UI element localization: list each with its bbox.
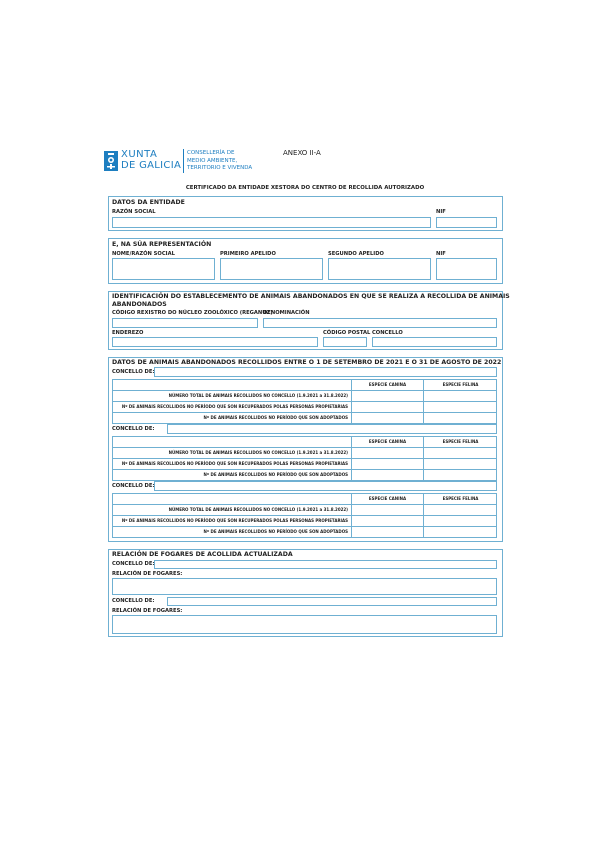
animals-concello-field-1[interactable]	[154, 367, 497, 377]
table-3-row-recovered: Nº DE ANIMAIS RECOLLIDOS NO PERÍODO QUE SON RECUPERADOS POLAS PERSONAS PROPIETARIAS	[121, 518, 348, 523]
rep-name-label: NOME/RAZÓN SOCIAL	[112, 251, 175, 257]
table-1-row-recovered: Nº DE ANIMAIS RECOLLIDOS NO PERÍODO QUE SON RECUPERADOS POLAS PERSONAS PROPIETARIAS	[121, 404, 348, 409]
dept-line3: TERRITORIO E VIVENDA	[187, 165, 253, 171]
reganuz-code-field[interactable]	[112, 318, 258, 328]
table-2-row-recovered: Nº DE ANIMAIS RECOLLIDOS NO PERÍODO QUE SON RECUPERADOS POLAS PERSONAS PROPIETARIAS	[121, 461, 348, 466]
logo-line1: XUNTA	[121, 149, 158, 160]
address-field[interactable]	[112, 337, 318, 347]
table-3-divider-h1	[112, 504, 497, 505]
homes-relation-field-1[interactable]	[112, 578, 497, 595]
table-1-divider-h2	[112, 401, 497, 402]
rep-name-field[interactable]	[112, 258, 215, 280]
animals-concello-label-2: CONCELLO DE:	[112, 426, 155, 432]
rep-first-surname-field[interactable]	[220, 258, 323, 280]
razon-social-label: RAZÓN SOCIAL	[112, 209, 156, 215]
homes-relation-label-1: RELACIÓN DE FOGARES:	[112, 571, 183, 577]
representation-heading: E, NA SÚA REPRESENTACIÓN	[112, 241, 212, 248]
homes-concello-field-2[interactable]	[167, 597, 497, 606]
table-2-row-total: NÚMERO TOTAL DE ANIMAIS RECOLLIDOS NO CONCELLO (1.9.2021 a 31.8.2022)	[168, 450, 348, 455]
reganuz-code-label: CÓDIGO REXISTRO DO NÚCLEO ZOOLÓXICO (REGANUZ)	[112, 310, 273, 316]
table-2-divider-h2	[112, 458, 497, 459]
establishment-heading-line1: IDENTIFICACIÓN DO ESTABLECEMENTO DE ANIMAIS ABANDONADOS EN QUE SE REALIZA A RECOLLIDA DE ANIMAIS	[112, 293, 510, 300]
homes-relation-label-2: RELACIÓN DE FOGARES:	[112, 608, 183, 614]
logo-line2: DE GALICIA	[121, 160, 182, 171]
rep-first-surname-label: PRIMEIRO APELIDO	[220, 251, 276, 257]
table-2-col-canina: ESPECIE CANINA	[368, 439, 407, 444]
entity-heading: DATOS DA ENTIDADE	[112, 199, 185, 206]
annex-label: ANEXO II-A	[283, 149, 321, 157]
xunta-logo	[104, 149, 264, 175]
table-2-row-adopted: Nº DE ANIMAIS RECOLLIDOS NO PERÍODO QUE SON ADOPTADOS	[203, 472, 348, 477]
rep-nif-label: NIF	[436, 251, 446, 257]
logo-divider	[183, 149, 184, 173]
postal-code-field[interactable]	[323, 337, 367, 347]
denomination-field[interactable]	[263, 318, 497, 328]
rep-second-surname-field[interactable]	[328, 258, 431, 280]
table-2-col-felina: ESPECIE FELINA	[442, 439, 479, 444]
entity-nif-field[interactable]	[436, 217, 497, 228]
table-1-divider-h1	[112, 390, 497, 391]
establishment-heading-line2: ABANDONADOS	[112, 301, 167, 308]
xunta-emblem-icon	[104, 151, 118, 171]
entity-nif-label: NIF	[436, 209, 446, 215]
homes-concello-label-2: CONCELLO DE:	[112, 598, 155, 604]
table-3-divider-h2	[112, 515, 497, 516]
table-1-row-total: NÚMERO TOTAL DE ANIMAIS RECOLLIDOS NO CONCELLO (1.9.2021 a 31.8.2022)	[168, 393, 348, 398]
animals-concello-label-3: CONCELLO DE:	[112, 483, 155, 489]
dept-line2: MEDIO AMBIENTE,	[187, 157, 238, 164]
establishment-concello-field[interactable]	[372, 337, 497, 347]
table-3-col-canina: ESPECIE CANINA	[368, 496, 407, 501]
table-3-row-total: NÚMERO TOTAL DE ANIMAIS RECOLLIDOS NO CONCELLO (1.9.2021 a 31.8.2022)	[168, 507, 348, 512]
table-1-row-adopted: Nº DE ANIMAIS RECOLLIDOS NO PERÍODO QUE SON ADOPTADOS	[203, 415, 348, 420]
establishment-concello-label: CONCELLO	[372, 330, 403, 336]
homes-concello-field-1[interactable]	[154, 560, 497, 569]
table-1-divider-h3	[112, 412, 497, 413]
table-1-col-canina: ESPECIE CANINA	[368, 382, 407, 387]
table-3-divider-h3	[112, 526, 497, 527]
postal-code-label: CÓDIGO POSTAL	[323, 330, 371, 336]
denomination-label: DENOMINACIÓN	[263, 310, 310, 316]
table-2-divider-h3	[112, 469, 497, 470]
rep-second-surname-label: SEGUNDO APELIDO	[328, 251, 384, 257]
razon-social-field[interactable]	[112, 217, 431, 228]
document-title: CERTIFICADO DA ENTIDADE XESTORA DO CENTRO DE RECOLLIDA AUTORIZADO	[185, 185, 425, 191]
animals-concello-field-3[interactable]	[154, 481, 497, 491]
homes-relation-field-2[interactable]	[112, 615, 497, 634]
animals-heading: DATOS DE ANIMAIS ABANDONADOS RECOLLIDOS ENTRE O 1 DE SETEMBRO DE 2021 E O 31 DE AGOSTO DE 2022	[112, 359, 502, 366]
rep-nif-field[interactable]	[436, 258, 497, 280]
address-label: ENDEREZO	[112, 330, 144, 336]
dept-line1: CONSELLERÍA DE	[187, 150, 235, 156]
homes-concello-label-1: CONCELLO DE:	[112, 561, 155, 567]
homes-heading: RELACIÓN DE FOGARES DE ACOLLIDA ACTUALIZADA	[112, 551, 293, 558]
animals-concello-field-2[interactable]	[167, 424, 497, 434]
table-3-col-felina: ESPECIE FELINA	[442, 496, 479, 501]
animals-concello-label-1: CONCELLO DE:	[112, 369, 155, 375]
table-2-divider-h1	[112, 447, 497, 448]
table-1-col-felina: ESPECIE FELINA	[442, 382, 479, 387]
table-3-row-adopted: Nº DE ANIMAIS RECOLLIDOS NO PERÍODO QUE SON ADOPTADOS	[203, 529, 348, 534]
